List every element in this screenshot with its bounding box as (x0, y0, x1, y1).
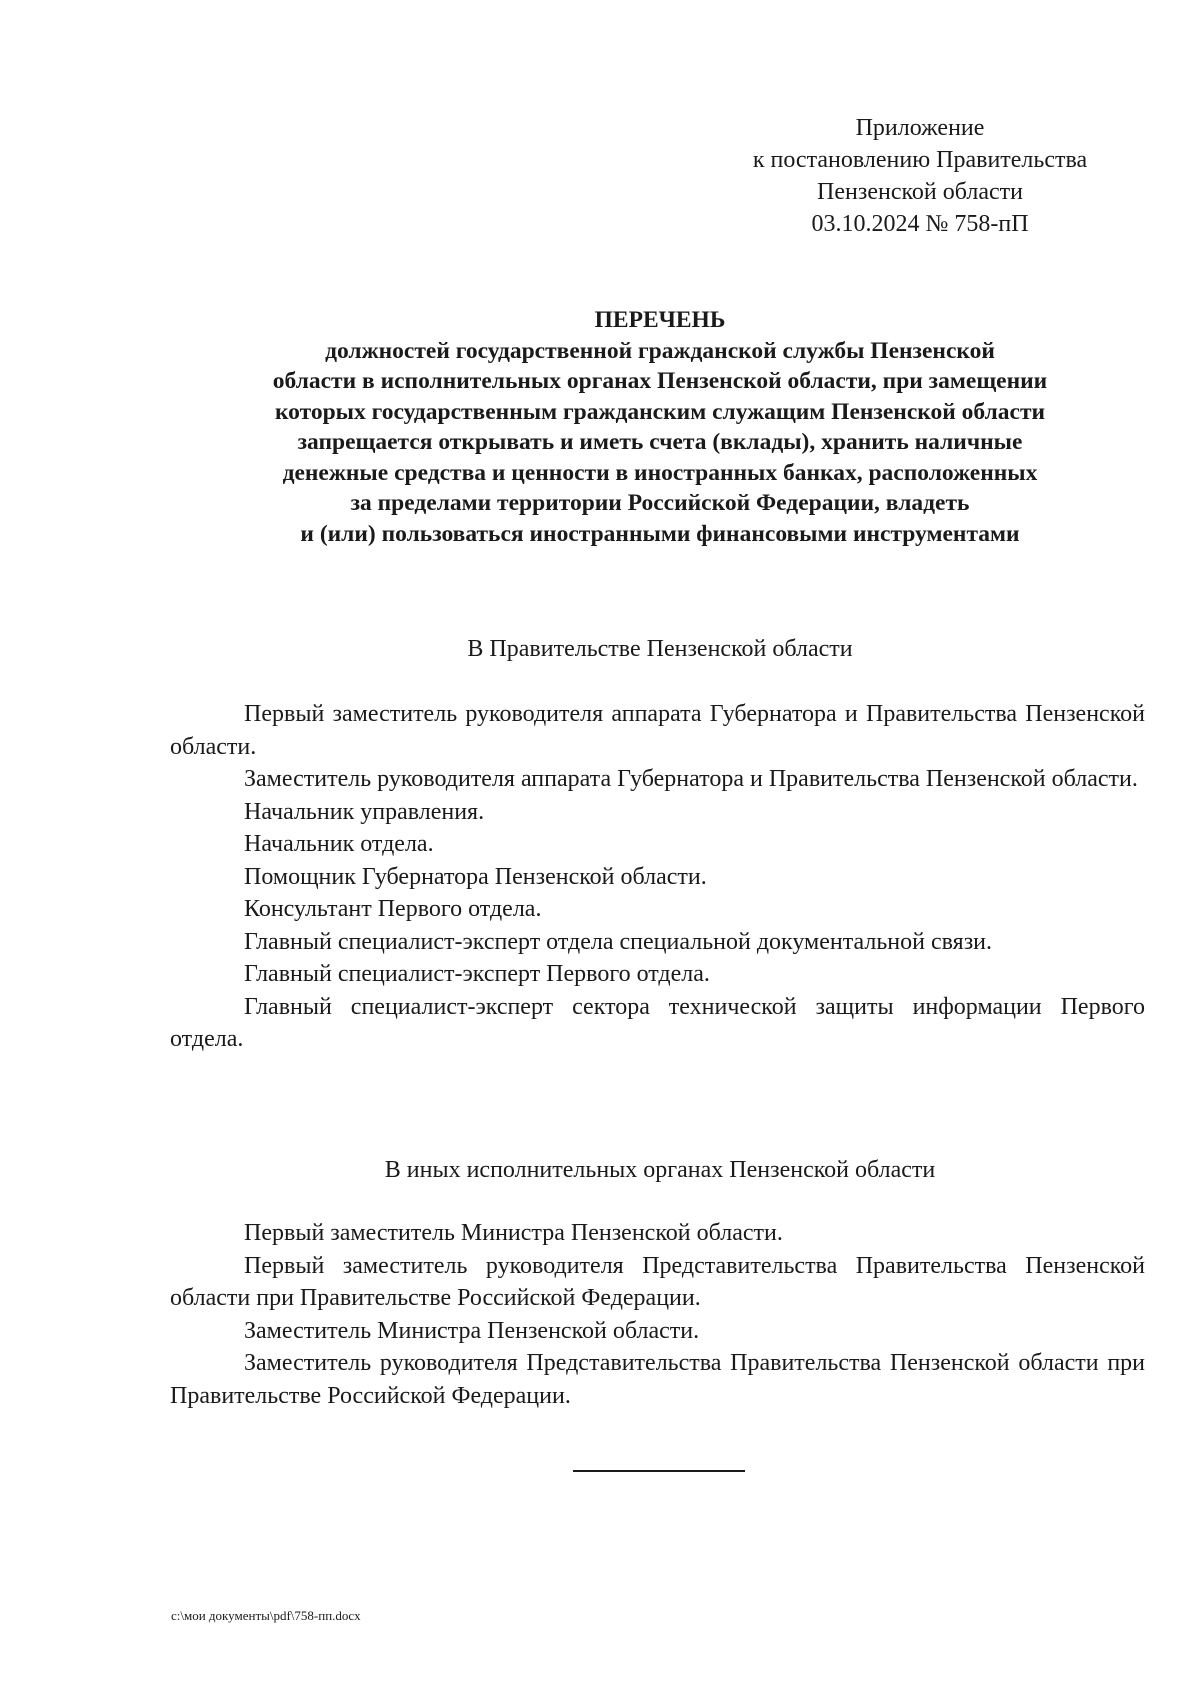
list-item: Первый заместитель руководителя Представительства Правительства Пензенской области при Правительстве Российской Федерации. (170, 1252, 1145, 1311)
appendix-region: Пензенской области (817, 179, 1023, 205)
list-item: Главный специалист-эксперт отдела специальной документальной связи. (244, 928, 993, 955)
position-list-other-bodies (170, 1217, 1145, 1412)
list-item: Первый заместитель руководителя аппарата Губернатора и Правительства Пензенской области. (170, 701, 1145, 760)
appendix-block (700, 112, 1140, 240)
title-line: области в исполнительных органах Пензенской области, при замещении (272, 368, 1048, 394)
title-heading: ПЕРЕЧЕНЬ (594, 307, 726, 333)
list-item: Главный специалист-эксперт сектора технической защиты информации Первого отдела. (170, 993, 1145, 1052)
position-list-government (170, 698, 1145, 1056)
title-line: денежные средства и ценности в иностранных банках, расположенных (282, 459, 1038, 486)
appendix-resolution-ref: к постановлению Правительства (752, 147, 1088, 173)
section-heading-government: В Правительстве Пензенской области (467, 636, 853, 662)
list-item: Первый заместитель Министра Пензенской области. (244, 1220, 783, 1246)
list-item: Заместитель руководителя аппарата Губернатора и Правительства Пензенской области. (244, 766, 1138, 792)
footer-file-path: c:\мои документы\pdf\758-пп.docx (171, 1608, 361, 1623)
list-item: Заместитель Министра Пензенской области. (244, 1317, 700, 1344)
end-divider-line (573, 1470, 745, 1472)
list-item: Начальник управления. (244, 798, 485, 825)
list-item: Консультант Первого отдела. (244, 896, 542, 922)
list-item: Главный специалист-эксперт Первого отдела. (244, 961, 710, 987)
section-heading-other-bodies: В иных исполнительных органах Пензенской области (384, 1157, 936, 1183)
list-item: Помощник Губернатора Пензенской области. (244, 863, 707, 890)
title-line: за пределами территории Российской Федерации, владеть (350, 490, 970, 516)
list-item: Начальник отдела. (244, 831, 434, 857)
appendix-label: Приложение (855, 115, 985, 141)
title-line: и (или) пользоваться иностранными финансовыми инструментами (300, 520, 1020, 547)
document-title (170, 305, 1150, 549)
title-line: которых государственным гражданским служащим Пензенской области (274, 398, 1046, 425)
title-line: запрещается открывать и иметь счета (вклады), хранить наличные (297, 429, 1023, 455)
appendix-date-number: 03.10.2024 № 758-пП (811, 211, 1029, 237)
title-line: должностей государственной гражданской службы Пензенской (325, 337, 995, 364)
list-item: Заместитель руководителя Представительства Правительства Пензенской области при Правительстве Российской Федерации. (170, 1350, 1145, 1409)
